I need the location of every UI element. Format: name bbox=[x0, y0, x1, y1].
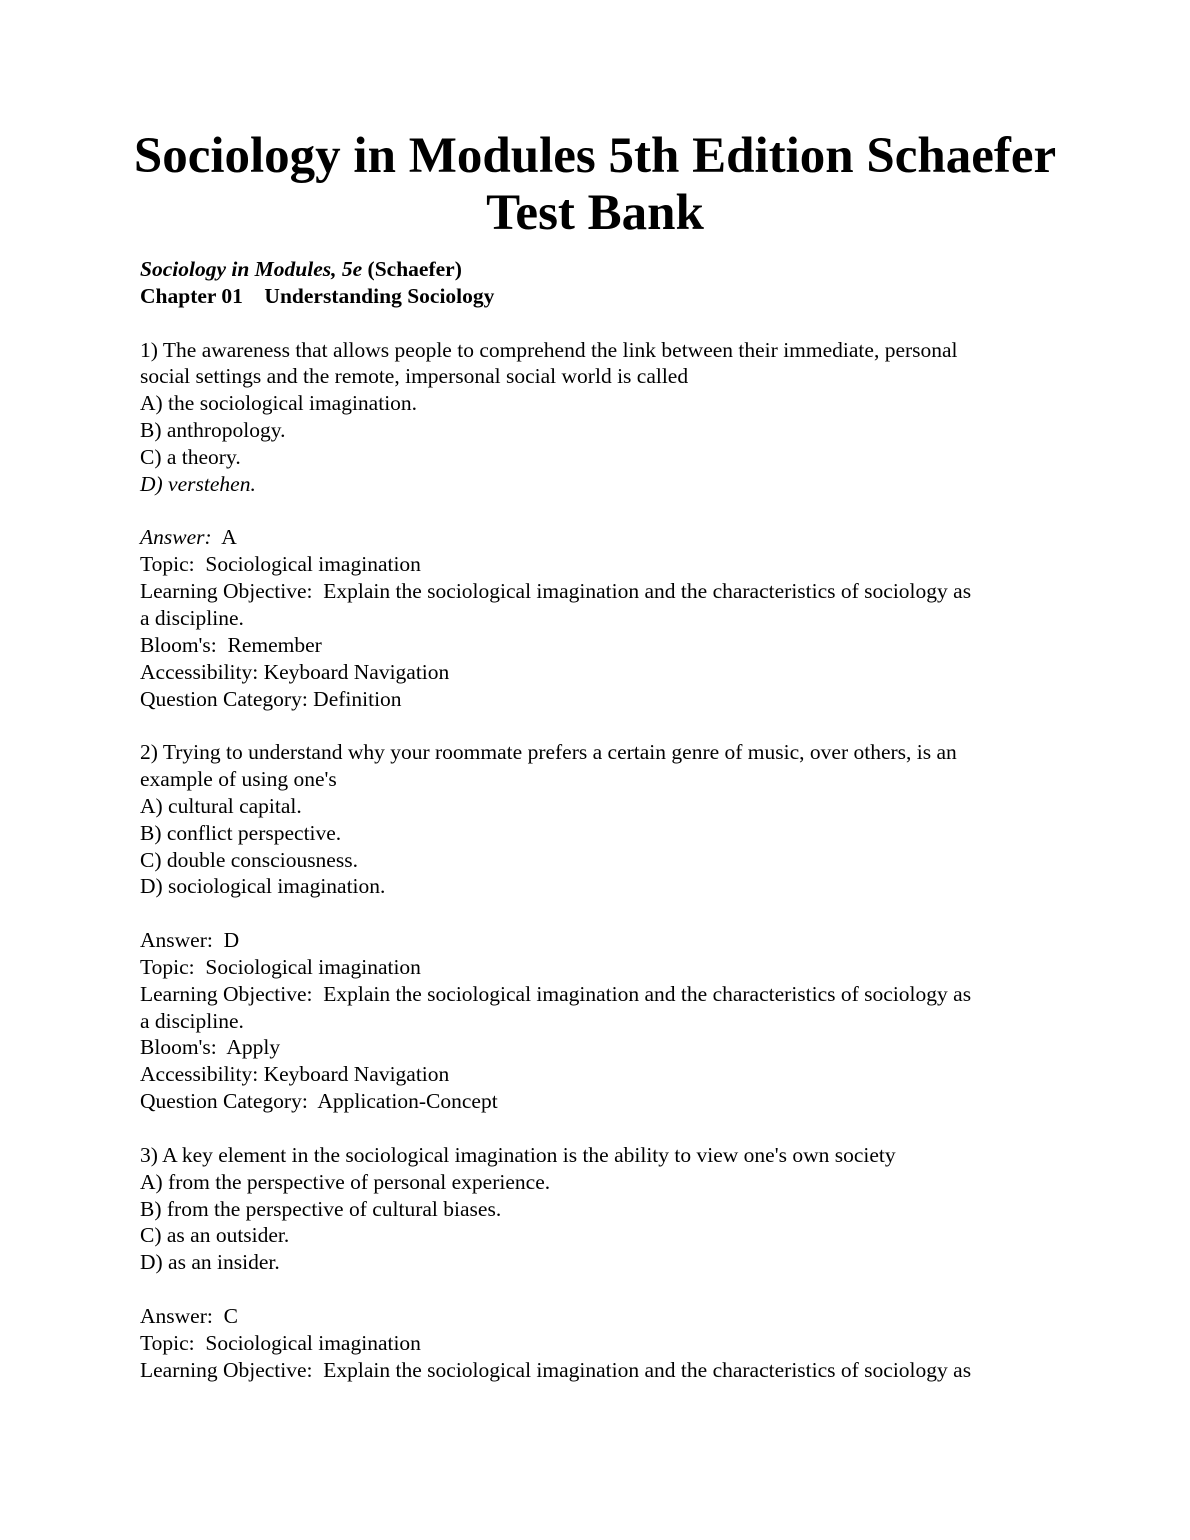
blooms-line: Bloom's: Remember bbox=[140, 632, 322, 657]
question-category: Question Category: Definition bbox=[140, 686, 402, 711]
answer-line: Answer: D bbox=[140, 928, 240, 953]
topic-line: Topic: Sociological imagination bbox=[140, 1330, 421, 1355]
blooms-line: Bloom's: Apply bbox=[140, 1035, 281, 1060]
answer-choice: D) verstehen. bbox=[140, 471, 256, 496]
chapter-heading: Chapter 01 Understanding Sociology bbox=[140, 283, 495, 308]
answer-line: Answer: C bbox=[140, 1303, 238, 1328]
answer-choice: C) as an outsider. bbox=[140, 1223, 290, 1248]
question-category: Question Category: Application-Concept bbox=[140, 1089, 498, 1114]
topic-line: Topic: Sociological imagination bbox=[140, 552, 421, 577]
answer-choice: A) the sociological imagination. bbox=[140, 391, 418, 416]
answer-choice: B) from the perspective of cultural biases. bbox=[140, 1196, 502, 1221]
question-2 bbox=[140, 739, 1070, 1115]
document-title bbox=[60, 128, 1130, 242]
learning-objective: Learning Objective: Explain the sociological imagination and the characteristics of sociology as bbox=[140, 981, 972, 1006]
learning-objective: a discipline. bbox=[140, 1008, 244, 1033]
accessibility-line: Accessibility: Keyboard Navigation bbox=[140, 1062, 450, 1087]
answer-line bbox=[140, 524, 1070, 551]
answer-value: A bbox=[211, 525, 237, 550]
answer-choice: D) sociological imagination. bbox=[140, 874, 386, 899]
book-author: (Schaefer) bbox=[362, 257, 462, 281]
book-title: Sociology in Modules, 5e bbox=[140, 257, 363, 281]
topic-line: Topic: Sociological imagination bbox=[140, 954, 421, 979]
answer-choice: A) from the perspective of personal experience. bbox=[140, 1169, 551, 1194]
title-line-1: Sociology in Modules 5th Edition Schaefer bbox=[133, 128, 1057, 184]
title-line-2: Test Bank bbox=[486, 185, 704, 241]
answer-choice: C) double consciousness. bbox=[140, 847, 358, 872]
learning-objective: Learning Objective: Explain the sociological imagination and the characteristics of sociology as bbox=[140, 1357, 972, 1382]
book-heading bbox=[140, 256, 1070, 283]
answer-choice: B) anthropology. bbox=[140, 418, 286, 443]
question-stem: 2) Trying to understand why your roommate prefers a certain genre of music, over others, is an bbox=[140, 740, 957, 765]
answer-choice: A) cultural capital. bbox=[140, 793, 302, 818]
answer-choice: C) a theory. bbox=[140, 444, 241, 469]
question-stem: social settings and the remote, impersonal social world is called bbox=[140, 364, 689, 389]
question-stem: 3) A key element in the sociological imagination is the ability to view one's own society bbox=[140, 1142, 896, 1167]
question-1 bbox=[140, 337, 1070, 713]
question-stem: example of using one's bbox=[140, 767, 337, 792]
answer-choice: B) conflict perspective. bbox=[140, 820, 342, 845]
question-stem: 1) The awareness that allows people to comprehend the link between their immediate, personal bbox=[140, 337, 958, 362]
learning-objective: a discipline. bbox=[140, 605, 244, 630]
learning-objective: Learning Objective: Explain the sociological imagination and the characteristics of sociology as bbox=[140, 579, 972, 604]
answer-choice: D) as an insider. bbox=[140, 1250, 280, 1275]
accessibility-line: Accessibility: Keyboard Navigation bbox=[140, 659, 450, 684]
question-3 bbox=[140, 1142, 1070, 1384]
answer-label: Answer: bbox=[140, 525, 212, 550]
document-body bbox=[140, 256, 1070, 1383]
